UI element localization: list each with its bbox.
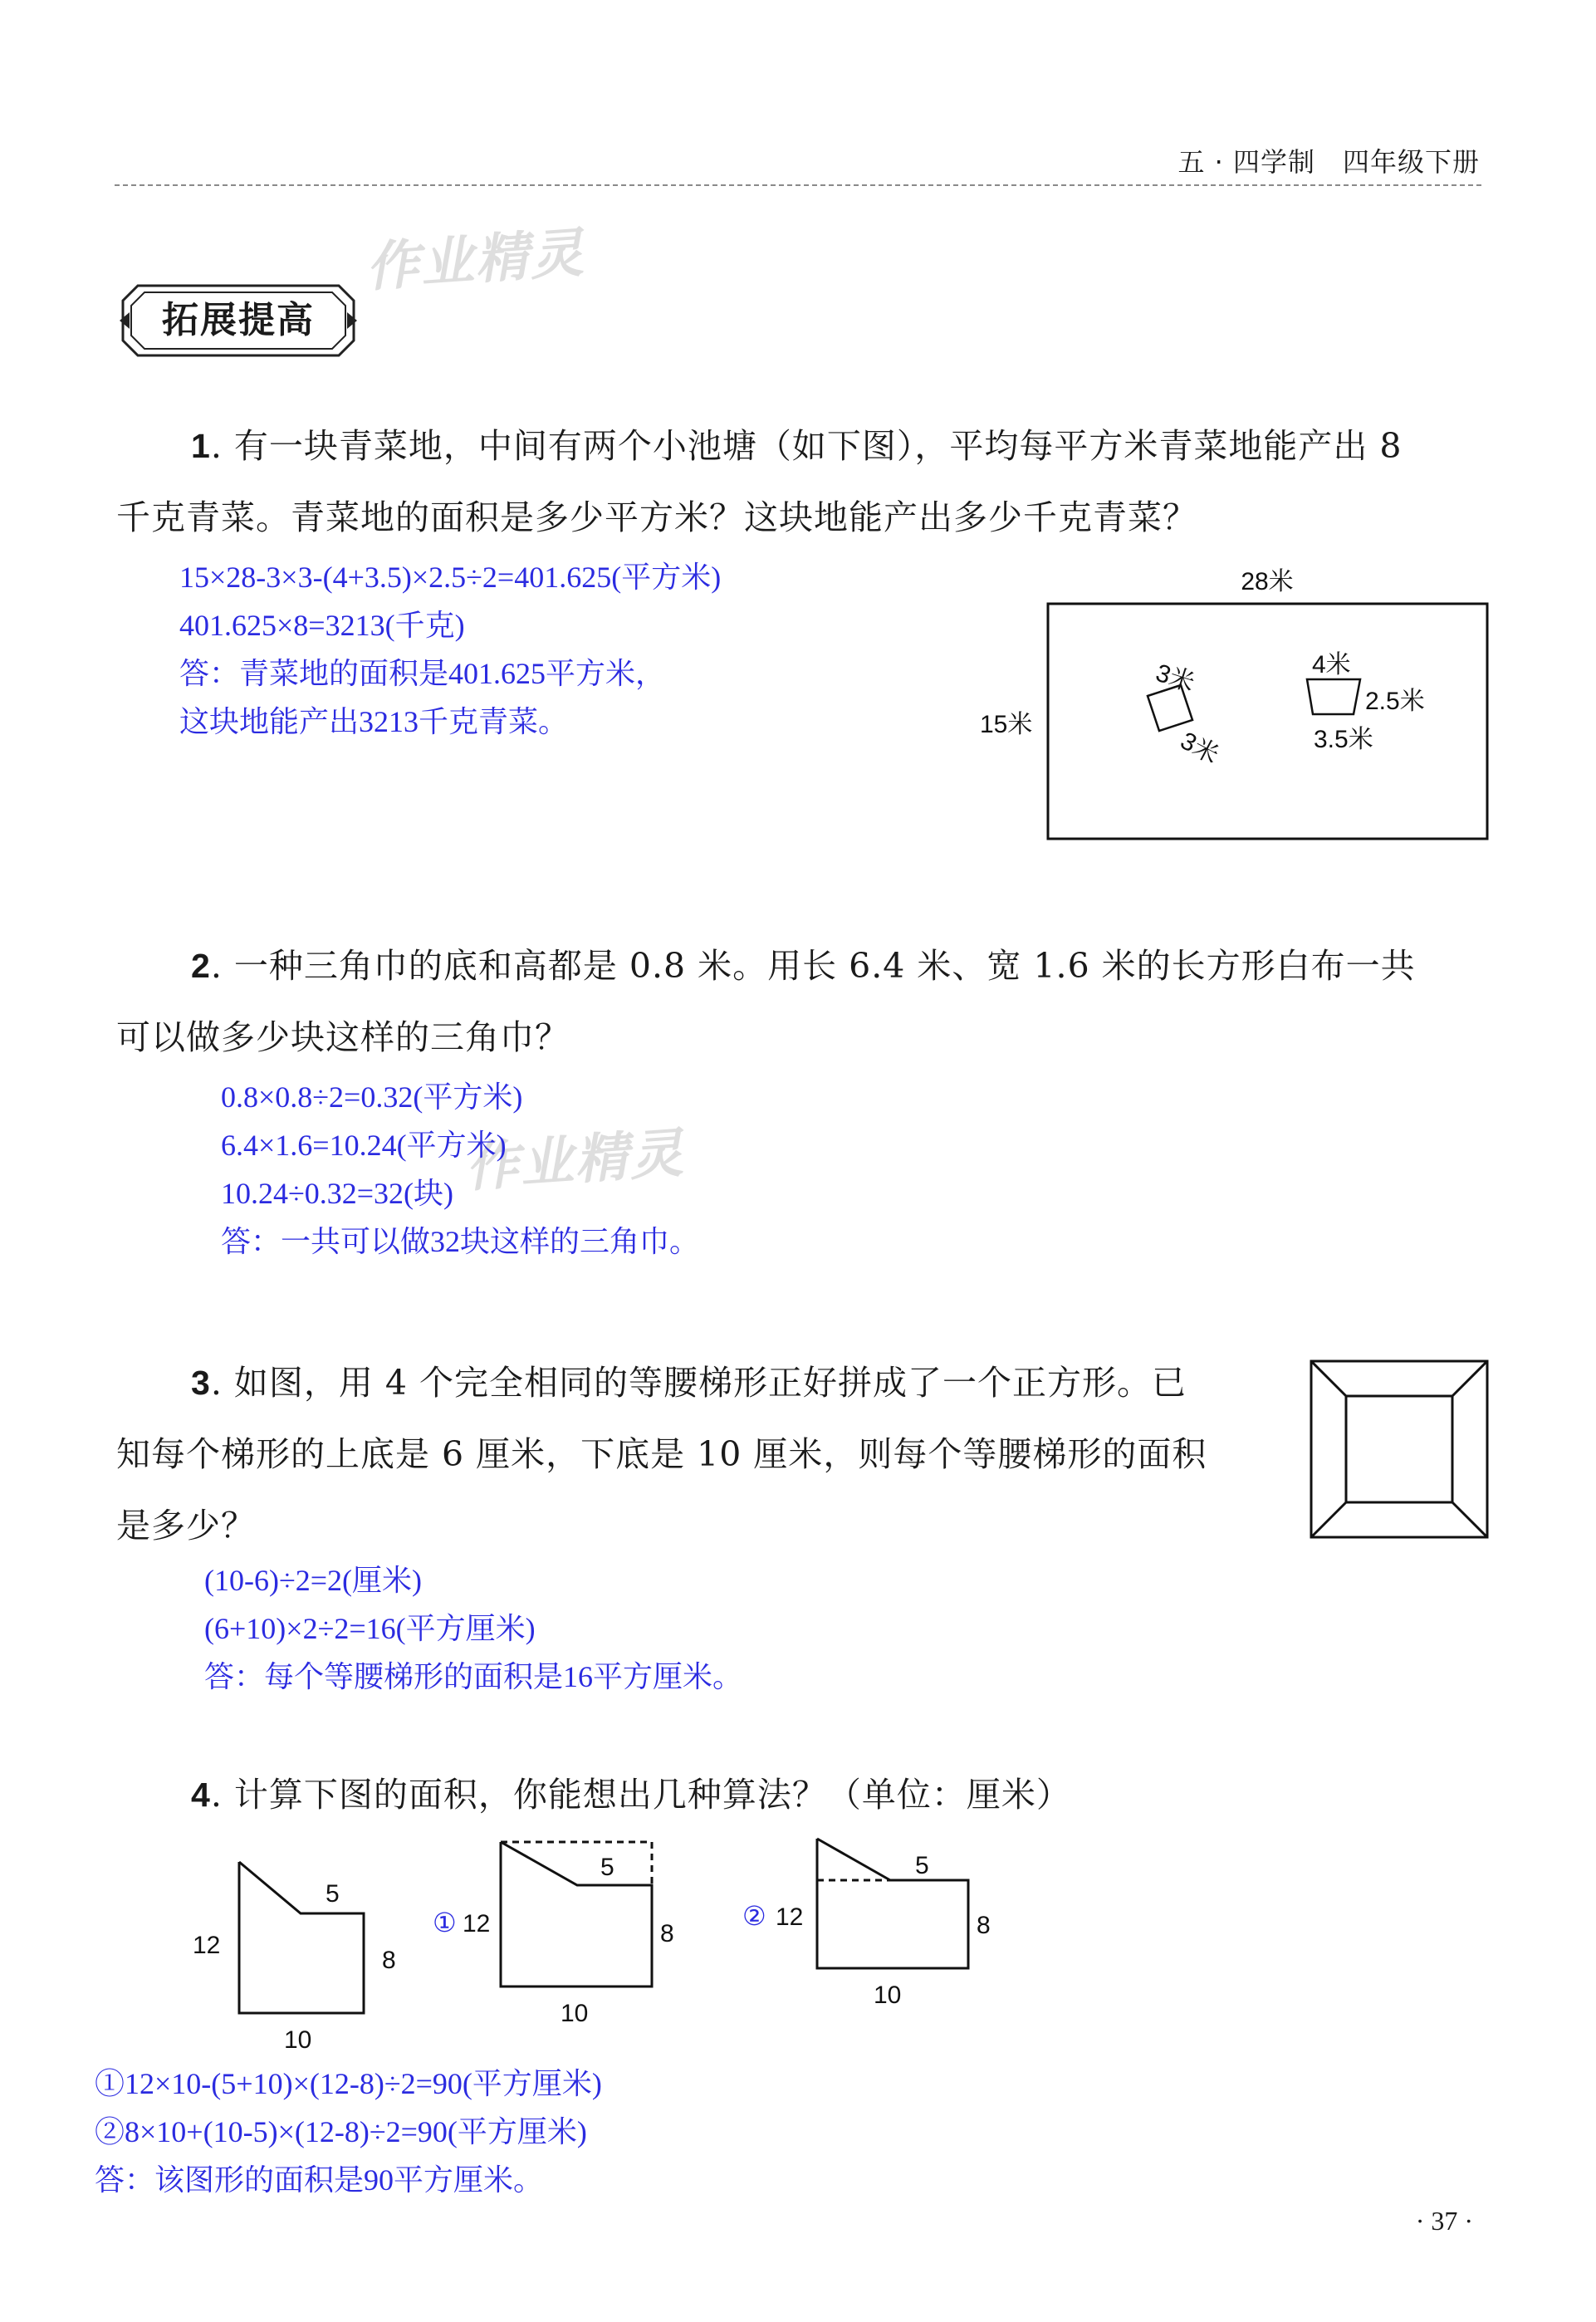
pond-trapezoid-bottom-label: 3.5米 [1314,726,1373,753]
question-2 [116,930,1486,1073]
watermark-top: 作业精灵 [364,222,587,300]
method-2-marker: ② [742,1901,766,1931]
figure-right-label: 8 [660,1920,674,1947]
answer-line: 答：每个等腰梯形的面积是16平方厘米。 [204,1660,743,1693]
diagonal-bl [1311,1502,1346,1537]
question-1-figure [972,555,1503,854]
diagonal-tl [1311,1361,1346,1396]
question-4 [116,1759,1486,1830]
question-1 [116,410,1486,553]
figure-bottom-label: 10 [874,1982,902,2009]
question-4-line-1 [116,1759,1486,1830]
question-4-figure-method-1 [428,1829,693,2036]
watermark-middle: 作业精灵 [463,1122,687,1200]
question-1-text-1: . 有一块青菜地，中间有两个小池塘（如下图），平均每平方米青菜地能产出 8 [210,426,1403,466]
question-3-answer [204,1556,742,1701]
pond-trapezoid-height-label: 2.5米 [1365,688,1425,715]
figure-right-label: 8 [977,1912,991,1939]
answer-line: 这块地能产出3213千克青菜。 [179,705,569,738]
figure-left-label: 12 [193,1932,221,1959]
question-3-text-1: . 如图，用 4 个完全相同的等腰梯形正好拼成了一个正方形。已 [210,1363,1187,1403]
question-3 [116,1347,1295,1561]
figure-bottom-label: 10 [284,2026,312,2054]
answer-line: 0.8×0.8÷2=0.32(平方米) [221,1080,523,1114]
field-height-label: 15米 [980,711,1033,738]
question-1-number: 1 [191,427,211,465]
question-4-figure-method-2 [731,1822,1013,2030]
pond-trapezoid [1307,679,1360,714]
diagonal-tr [1452,1361,1487,1396]
header-grade-label: 五 · 四学制 四年级下册 [1177,146,1480,178]
inner-square [1346,1396,1452,1502]
figure-top-label: 5 [600,1854,614,1881]
answer-line: 答：青菜地的面积是401.625平方米， [179,657,666,690]
question-1-text-2: 千克青菜。青菜地的面积是多少平方米？这块地能产出多少千克青菜？ [116,497,1197,537]
answer-line: ①12×10-(5+10)×(12-8)÷2=90(平方厘米) [95,2067,602,2100]
question-4-answer [95,2060,602,2204]
answer-line: 15×28-3×3-(4+3.5)×2.5÷2=401.625(平方米) [179,561,722,594]
question-1-line-1 [116,410,1486,482]
figure-bottom-label: 10 [561,2000,589,2027]
answer-line: (10-6)÷2=2(厘米) [204,1564,423,1597]
field-width-label: 28米 [1241,568,1294,595]
page-number: · 37 · [1415,2206,1473,2236]
figure-right-label: 8 [382,1947,396,1974]
question-2-text-2: 可以做多少块这样的三角巾？ [116,1017,570,1057]
question-4-text-1: . 计算下图的面积，你能想出几种算法？（单位：厘米） [210,1775,1071,1815]
section-badge [118,281,359,360]
diagonal-br [1452,1502,1487,1537]
shape-outline [501,1842,652,1986]
pond-square-side-a: 3米 [1152,659,1198,698]
question-3-number: 3 [191,1364,211,1402]
answer-line: (6+10)×2÷2=16(平方厘米) [204,1612,536,1645]
header-divider [115,184,1481,186]
question-4-figure-original [183,1847,415,2055]
question-2-answer [221,1073,699,1266]
shape-outline [817,1839,968,1968]
figure-left-label: 12 [776,1903,804,1931]
question-4-number: 4 [191,1776,211,1814]
question-3-text-3: 是多少？ [116,1506,256,1546]
pond-trapezoid-top-label: 4米 [1312,651,1351,678]
question-3-line-1 [116,1347,1295,1418]
figure-top-label: 5 [915,1852,929,1879]
figure-left-label: 12 [463,1910,491,1937]
answer-line: 401.625×8=3213(千克) [179,609,465,642]
pond-square-side-b: 3米 [1176,727,1223,770]
question-3-text-2: 知每个梯形的上底是 6 厘米，下底是 10 厘米，则每个等腰梯形的面积 [116,1434,1207,1474]
shape-outline [239,1862,364,2013]
answer-line: ②8×10+(10-5)×(12-8)÷2=90(平方厘米) [95,2115,587,2148]
question-2-text-1: . 一种三角巾的底和高都是 0.8 米。用长 6.4 米、宽 1.6 米的长方形白布一共 [210,946,1416,986]
question-1-answer [179,553,721,746]
section-title: 拓展提高 [162,299,315,341]
method-1-marker: ① [433,1908,457,1937]
answer-line: 答：该图形的面积是90平方厘米。 [95,2163,544,2197]
field-rectangle [1048,604,1487,839]
answer-line: 10.24÷0.32=32(块) [221,1177,454,1210]
question-3-figure [1309,1359,1491,1541]
figure-top-label: 5 [326,1880,340,1908]
question-2-line-1 [116,930,1486,1002]
answer-line: 6.4×1.6=10.24(平方米) [221,1129,507,1162]
dashed-completion [501,1842,652,1885]
question-2-number: 2 [191,947,211,985]
answer-line: 答：一共可以做32块这样的三角巾。 [221,1225,700,1258]
